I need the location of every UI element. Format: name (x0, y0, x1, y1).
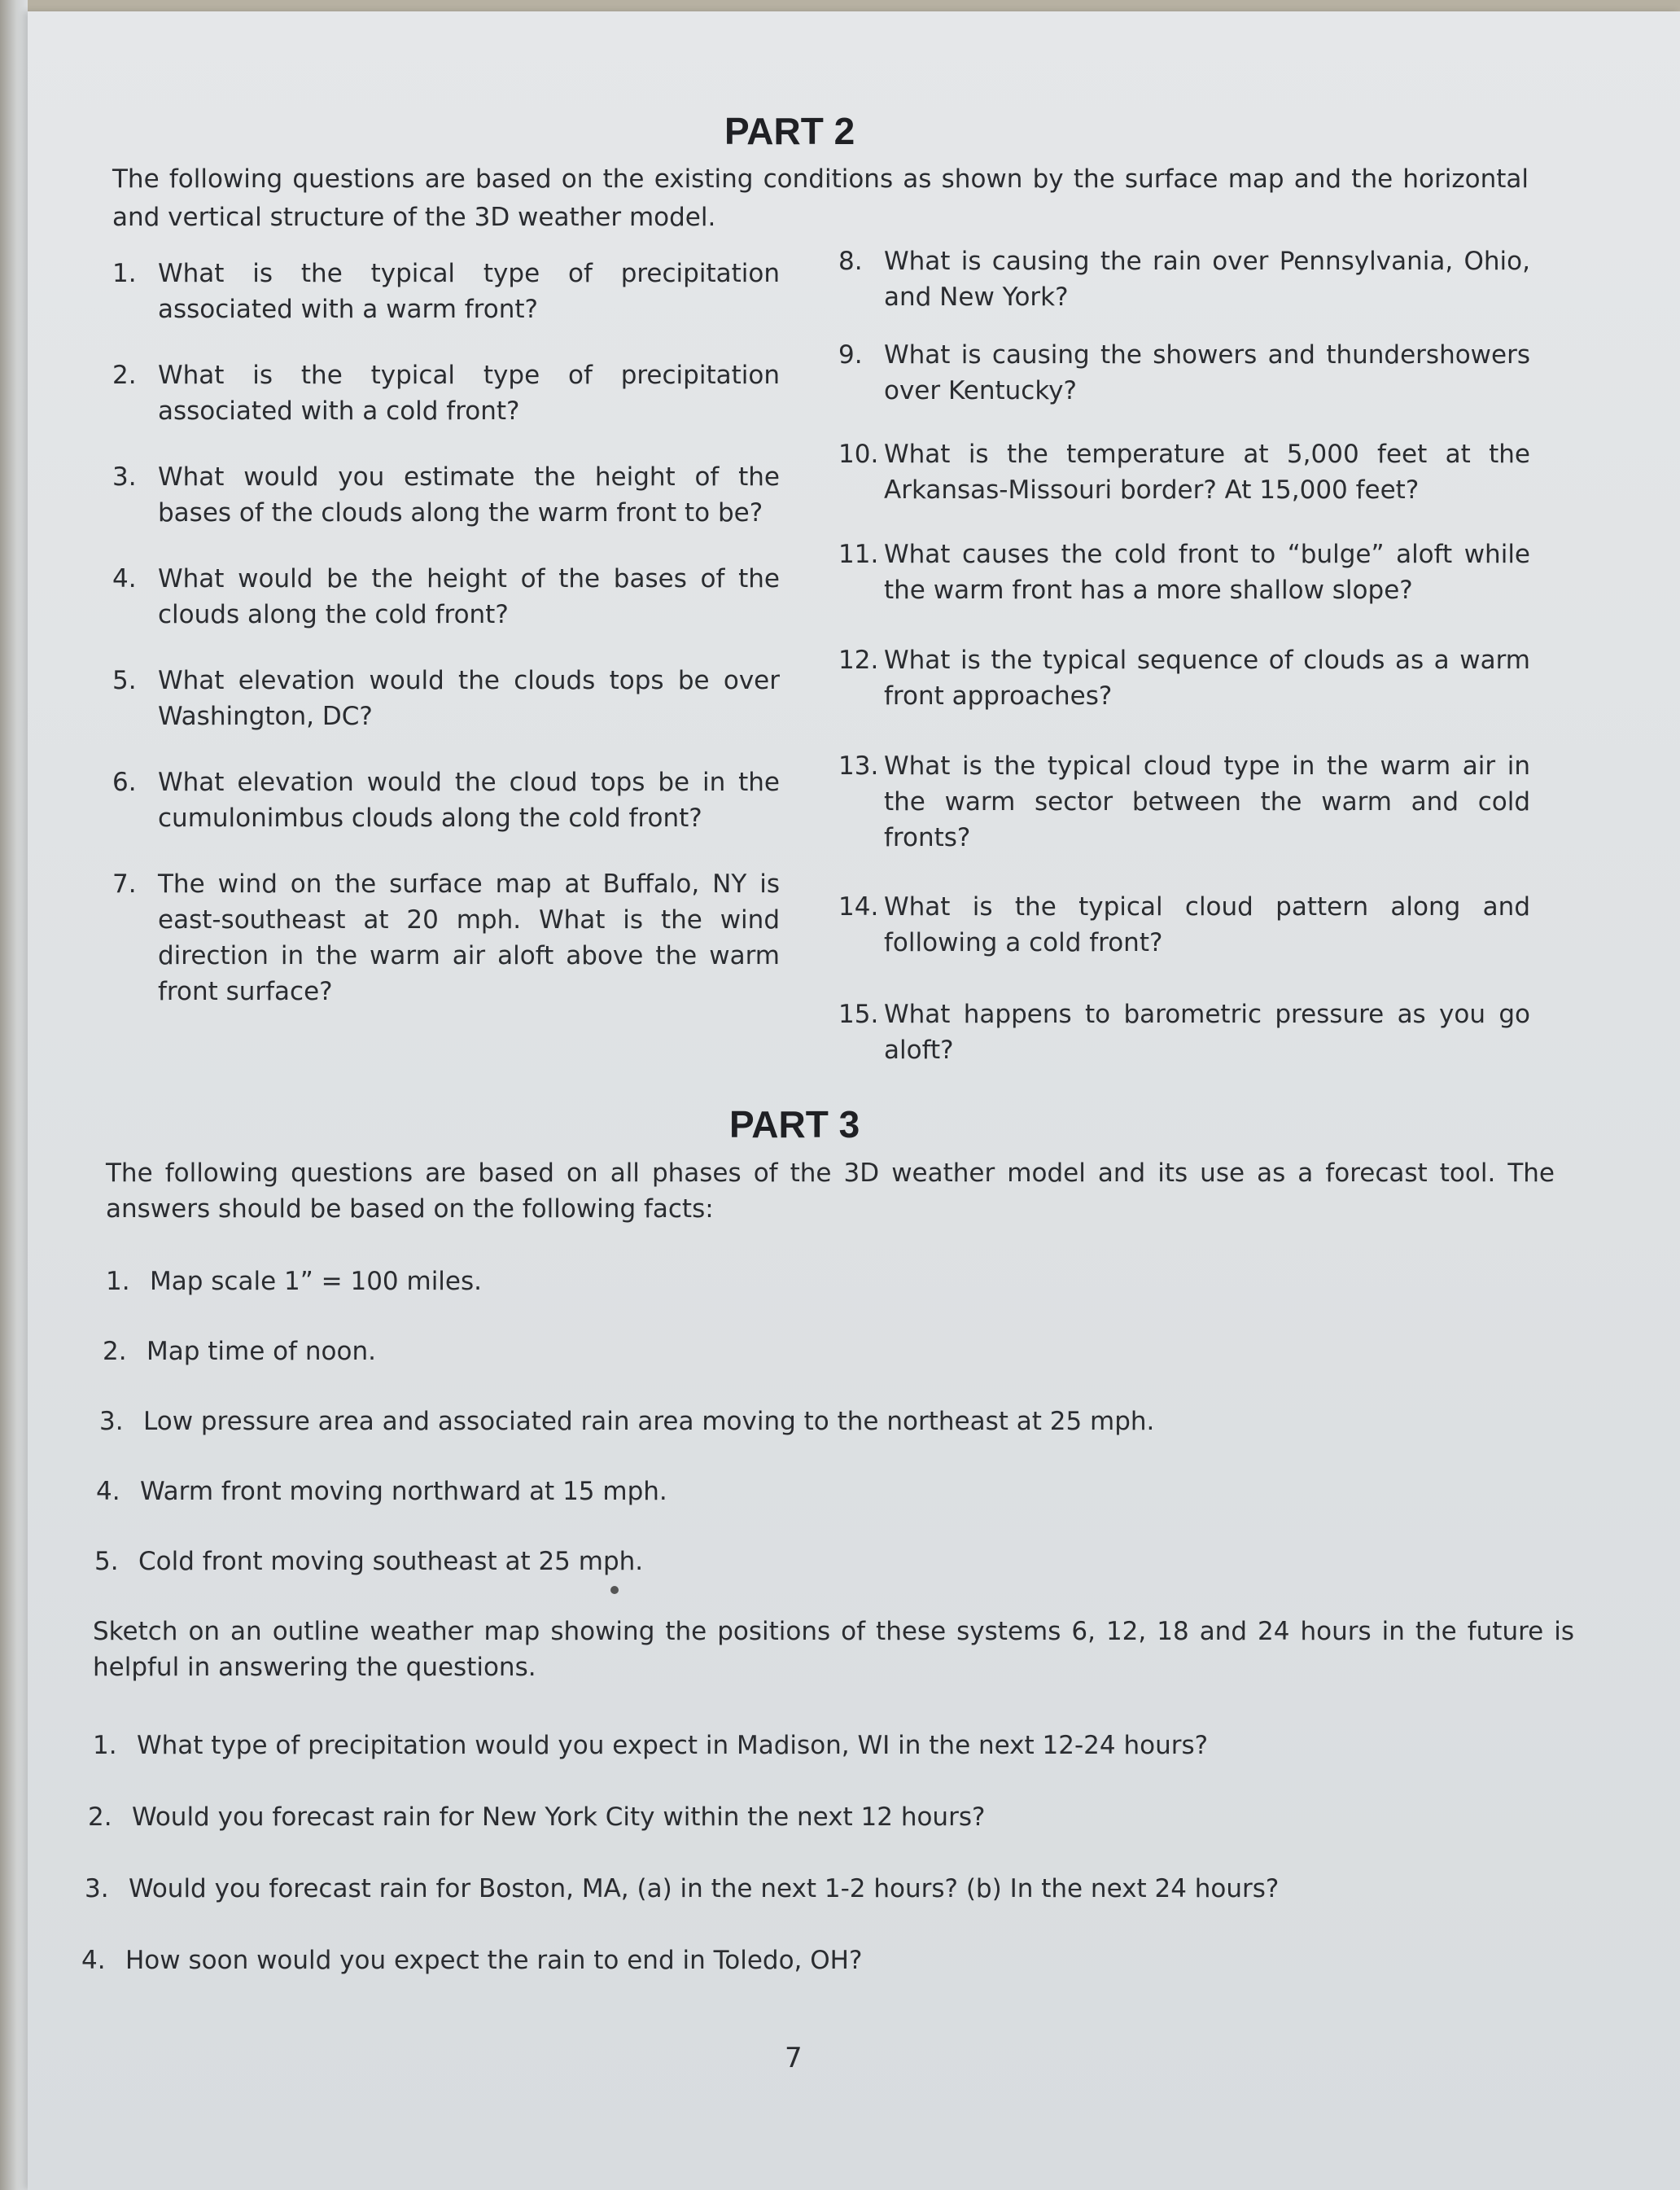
ink-dot (610, 1586, 619, 1594)
part2-question-9: 9. What is causing the showers and thundershowers over Kentucky? (838, 340, 1530, 405)
part3-intro: The following questions are based on all phases of the 3D weather model and its use as a forecast tool. The answers should be based on the following facts: (106, 1159, 1555, 1224)
part2-heading: PART 2 (724, 110, 855, 152)
part2-question-11: 11. What causes the cold front to “bulge” aloft while the warm front has a more shallow slope? (838, 540, 1530, 605)
part3-question-4: 4. How soon would you expect the rain to end in Toledo, OH? (81, 1946, 863, 1975)
part2-question-6: 6. What elevation would the cloud tops be in the cumulonimbus clouds along the cold front? (112, 768, 780, 833)
part3-fact-1: 1. Map scale 1” = 100 miles. (106, 1267, 482, 1296)
part2-question-8: 8. What is causing the rain over Pennsylvania, Ohio, and New York? (838, 247, 1530, 312)
part2-intro: The following questions are based on the existing conditions as shown by the surface map and the horizontal and vertical structure of the 3D weather model. (112, 164, 1529, 232)
part2-question-15: 15. What happens to barometric pressure as you go aloft? (838, 1000, 1530, 1065)
part2-question-12: 12. What is the typical sequence of clouds as a warm front approaches? (838, 646, 1530, 711)
part3-question-1: 1. What type of precipitation would you expect in Madison, WI in the next 12-24 hours? (93, 1731, 1209, 1760)
part3-fact-5: 5. Cold front moving southeast at 25 mph. (94, 1547, 644, 1576)
book-spine (0, 0, 28, 2190)
worksheet-page (28, 11, 1680, 2190)
part2-question-1: 1. What is the typical type of precipitation associated with a warm front? (112, 259, 780, 324)
part3-fact-4: 4. Warm front moving northward at 15 mph. (96, 1477, 667, 1506)
part2-question-13: 13. What is the typical cloud type in the warm air in the warm sector between the warm and cold fronts? (838, 751, 1530, 852)
page-number: 7 (785, 2042, 803, 2074)
part2-question-7: 7. The wind on the surface map at Buffalo, NY is east-southeast at 20 mph. What is the wind direction in the warm air aloft above the warm front surface? (112, 869, 780, 1006)
part3-heading: PART 3 (729, 1103, 860, 1145)
part2-question-3: 3. What would you estimate the height of the bases of the clouds along the warm front to be? (112, 462, 780, 528)
part3-fact-2: 2. Map time of noon. (103, 1337, 376, 1366)
part3-question-2: 2. Would you forecast rain for New York City within the next 12 hours? (88, 1802, 986, 1832)
part2-question-10: 10. What is the temperature at 5,000 feet at the Arkansas-Missouri border? At 15,000 feet? (838, 440, 1530, 505)
part2-question-5: 5. What elevation would the clouds tops be over Washington, DC? (112, 666, 780, 731)
part3-question-3: 3. Would you forecast rain for Boston, MA, (a) in the next 1-2 hours? (b) In the next 24 hours? (85, 1874, 1280, 1903)
part2-question-4: 4. What would be the height of the bases of the clouds along the cold front? (112, 564, 780, 629)
part2-question-14: 14. What is the typical cloud pattern along and following a cold front? (838, 892, 1530, 957)
part3-fact-3: 3. Low pressure area and associated rain area moving to the northeast at 25 mph. (99, 1407, 1155, 1436)
part3-sketch-note: Sketch on an outline weather map showing the positions of these systems 6, 12, 18 and 24 hours in the future is helpful in answering the questions. (93, 1617, 1574, 1682)
part2-question-2: 2. What is the typical type of precipitation associated with a cold front? (112, 361, 780, 426)
